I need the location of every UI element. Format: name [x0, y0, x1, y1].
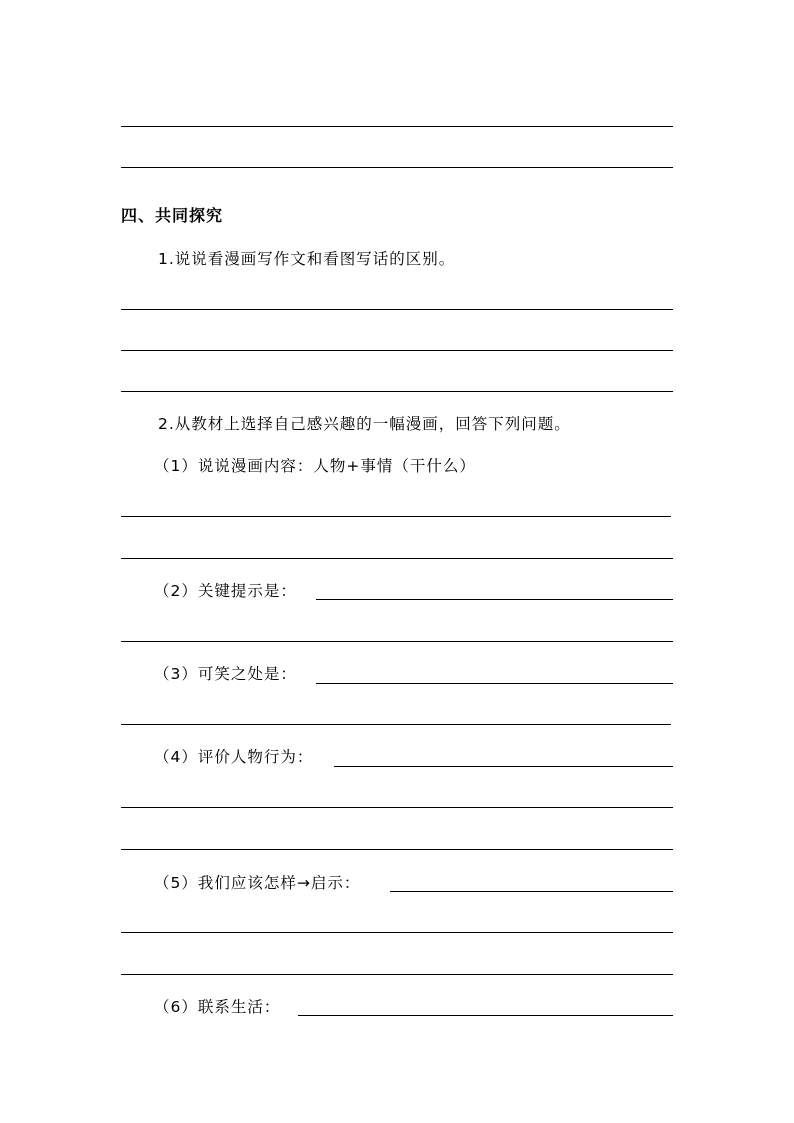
- answer-line: [121, 724, 671, 725]
- answer-line: [390, 891, 673, 892]
- answer-line: [334, 766, 673, 767]
- answer-line: [121, 350, 673, 351]
- answer-line: [121, 641, 673, 642]
- answer-line: [121, 807, 673, 808]
- question-1: 1.说说看漫画写作文和看图写话的区别。: [158, 250, 456, 268]
- answer-line: [121, 516, 671, 517]
- sub-question-5: （5）我们应该怎样→启示：: [154, 874, 361, 892]
- answer-line: [316, 599, 673, 600]
- sub-question-3: （3）可笑之处是：: [154, 665, 297, 683]
- sub-question-1: （1）说说漫画内容：人物+事情（干什么）: [154, 457, 476, 475]
- answer-line: [121, 391, 673, 392]
- answer-line: [121, 932, 673, 933]
- answer-line: [298, 1015, 673, 1016]
- sub-question-6: （6）联系生活：: [154, 998, 281, 1016]
- answer-line: [121, 974, 673, 975]
- answer-line: [121, 309, 673, 310]
- question-2: 2.从教材上选择自己感兴趣的一幅漫画，回答下列问题。: [158, 415, 571, 433]
- answer-line: [316, 683, 673, 684]
- answer-line: [121, 126, 673, 127]
- answer-line: [121, 167, 673, 168]
- sub-question-4: （4）评价人物行为：: [154, 748, 314, 766]
- answer-line: [121, 558, 673, 559]
- section-heading: 四、共同探究: [121, 206, 224, 225]
- answer-line: [121, 849, 673, 850]
- sub-question-2: （2）关键提示是：: [154, 582, 297, 600]
